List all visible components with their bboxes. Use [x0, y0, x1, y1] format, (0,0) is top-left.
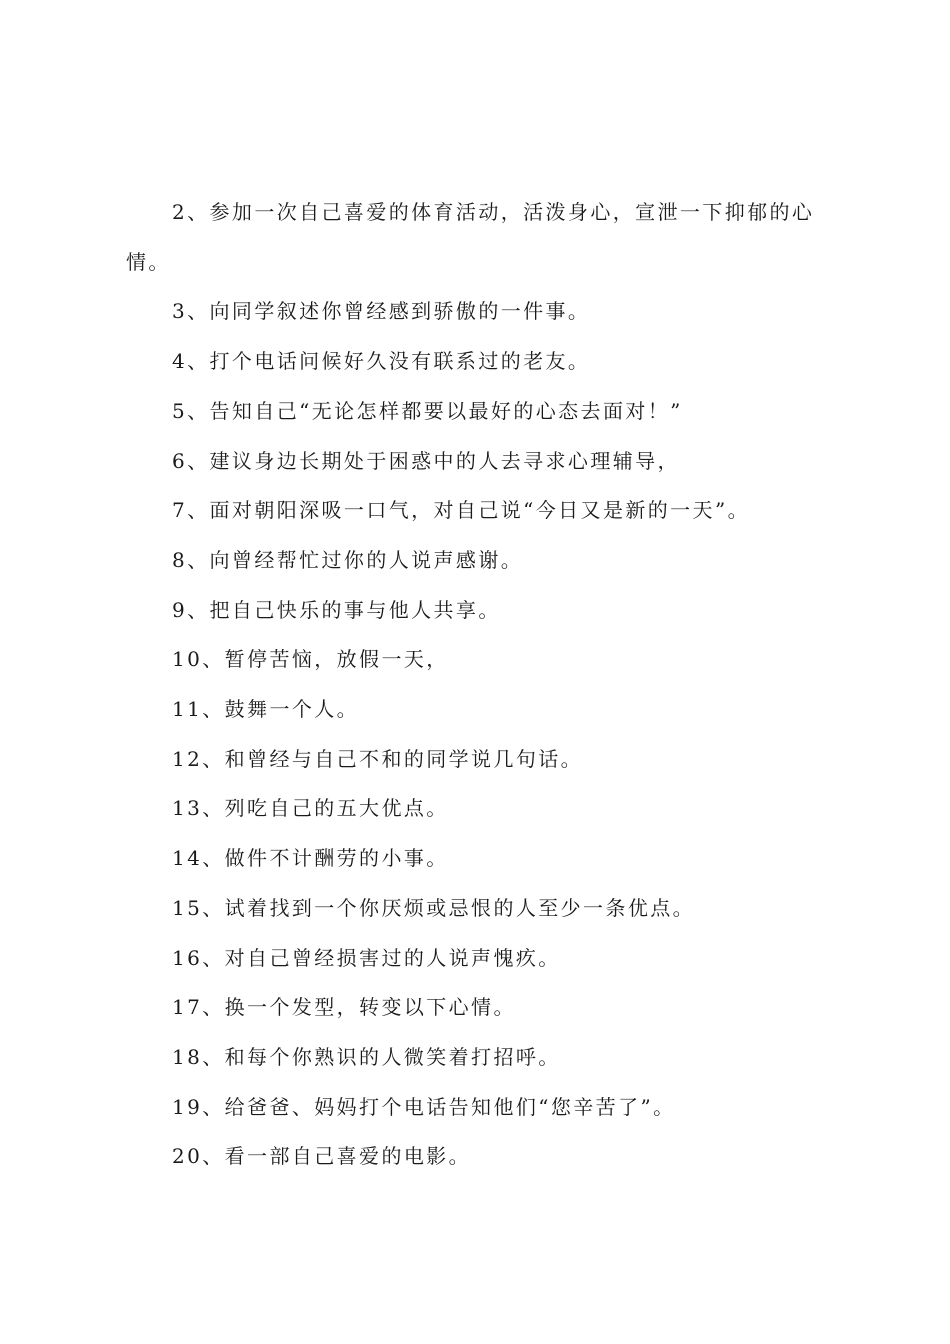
list-item: 11、鼓舞一个人。	[172, 697, 360, 722]
list-item: 7、面对朝阳深吸一口气，对自己说“今日又是新的一天”。	[172, 498, 750, 523]
list-item: 14、做件不计酬劳的小事。	[172, 846, 449, 871]
list-item: 15、试着找到一个你厌烦或忌恨的人至少一条优点。	[172, 895, 696, 920]
list-item: 12、和曾经与自己不和的同学说几句话。	[172, 746, 584, 771]
list-item: 2、参加一次自己喜爱的体育活动，活泼身心，宣泄一下抑郁的心情。	[126, 200, 815, 274]
list-item: 16、对自己曾经损害过的人说声愧疚。	[172, 945, 561, 970]
list-item: 9、把自己快乐的事与他人共享。	[172, 597, 501, 622]
list-item: 3、向同学叙述你曾经感到骄傲的一件事。	[172, 299, 591, 324]
list-item: 4、打个电话问候好久没有联系过的老友。	[172, 349, 591, 374]
list-item: 10、暂停苦恼，放假一天，	[172, 647, 449, 672]
list-item: 8、向曾经帮忙过你的人说声感谢。	[172, 547, 524, 572]
list-item: 17、换一个发型，转变以下心情。	[172, 995, 516, 1020]
list-item: 18、和每个你熟识的人微笑着打招呼。	[172, 1044, 561, 1069]
list-item: 5、告知自己“无论怎样都要以最好的心态去面对！”	[172, 398, 683, 423]
list-item: 19、给爸爸、妈妈打个电话告知他们“您辛苦了”。	[172, 1094, 676, 1119]
list-item: 6、建议身边长期处于困惑中的人去寻求心理辅导，	[172, 448, 680, 473]
list-item: 20、看一部自己喜爱的电影。	[172, 1144, 472, 1169]
list-item: 13、列吃自己的五大优点。	[172, 796, 449, 821]
document-body	[126, 188, 834, 1182]
